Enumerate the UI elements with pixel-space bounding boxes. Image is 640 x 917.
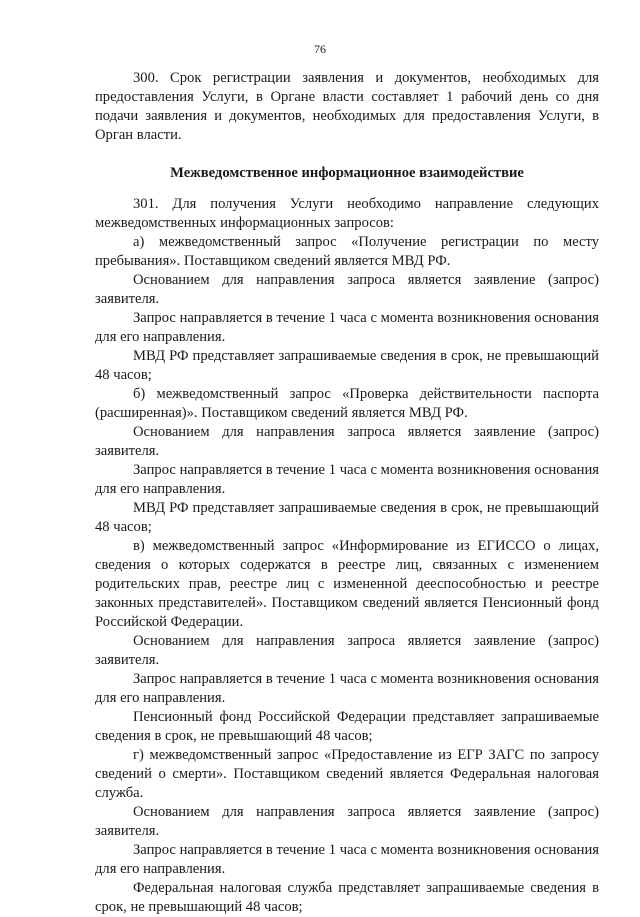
paragraph-request-d: г) межведомственный запрос «Предоставление из ЕГР ЗАГС по запросу сведений о смерти». Поставщиком сведений является Федеральная налоговая служба. — [95, 747, 599, 801]
paragraph-provider-b: МВД РФ представляет запрашиваемые сведения в срок, не превышающий 48 часов; — [95, 500, 599, 535]
paragraph-provider-d: Федеральная налоговая служба представляет запрашиваемые сведения в срок, не превышающий 48 часов; — [95, 880, 599, 915]
paragraph-request-c: в) межведомственный запрос «Информирование из ЕГИССО о лицах, сведения о которых содержатся в реестре лиц, связанных с изменением родительских прав, реестре лиц с измененной дееспособностью и реестре законных представителей». Поставщиком сведений является Пенсионный фонд Российской Федерации. — [95, 538, 599, 630]
paragraph-basis-d: Основанием для направления запроса является заявление (запрос) заявителя. — [95, 804, 599, 839]
section-heading: Межведомственное информационное взаимодействие — [170, 165, 524, 181]
paragraph-300: 300. Срок регистрации заявления и документов, необходимых для предоставления Услуги, в Органе власти составляет 1 рабочий день со дня подачи заявления и документов, необходимых для предоставления Услуги, в Орган власти. — [95, 70, 599, 143]
paragraph-request-b: б) межведомственный запрос «Проверка действительности паспорта (расширенная)». Поставщиком сведений является МВД РФ. — [95, 386, 599, 421]
paragraph-basis-c: Основанием для направления запроса является заявление (запрос) заявителя. — [95, 633, 599, 668]
paragraph-basis-b: Основанием для направления запроса является заявление (запрос) заявителя. — [95, 424, 599, 459]
paragraph-provider-a: МВД РФ представляет запрашиваемые сведения в срок, не превышающий 48 часов; — [95, 348, 599, 383]
paragraph-provider-c: Пенсионный фонд Российской Федерации представляет запрашиваемые сведения в срок, не превышающий 48 часов; — [95, 709, 599, 744]
paragraph-timing-b: Запрос направляется в течение 1 часа с момента возникновения основания для его направления. — [95, 462, 599, 497]
paragraph-basis-a: Основанием для направления запроса является заявление (запрос) заявителя. — [95, 272, 599, 307]
paragraph-timing-a: Запрос направляется в течение 1 часа с момента возникновения основания для его направления. — [95, 310, 599, 345]
paragraph-timing-d: Запрос направляется в течение 1 часа с момента возникновения основания для его направления. — [95, 842, 599, 877]
paragraph-timing-c: Запрос направляется в течение 1 часа с момента возникновения основания для его направления. — [95, 671, 599, 706]
page-number: 76 — [314, 42, 326, 56]
paragraph-request-a: а) межведомственный запрос «Получение регистрации по месту пребывания». Поставщиком сведений является МВД РФ. — [95, 234, 599, 269]
paragraph-301: 301. Для получения Услуги необходимо направление следующих межведомственных информационных запросов: — [95, 196, 599, 231]
document-body — [95, 69, 599, 917]
